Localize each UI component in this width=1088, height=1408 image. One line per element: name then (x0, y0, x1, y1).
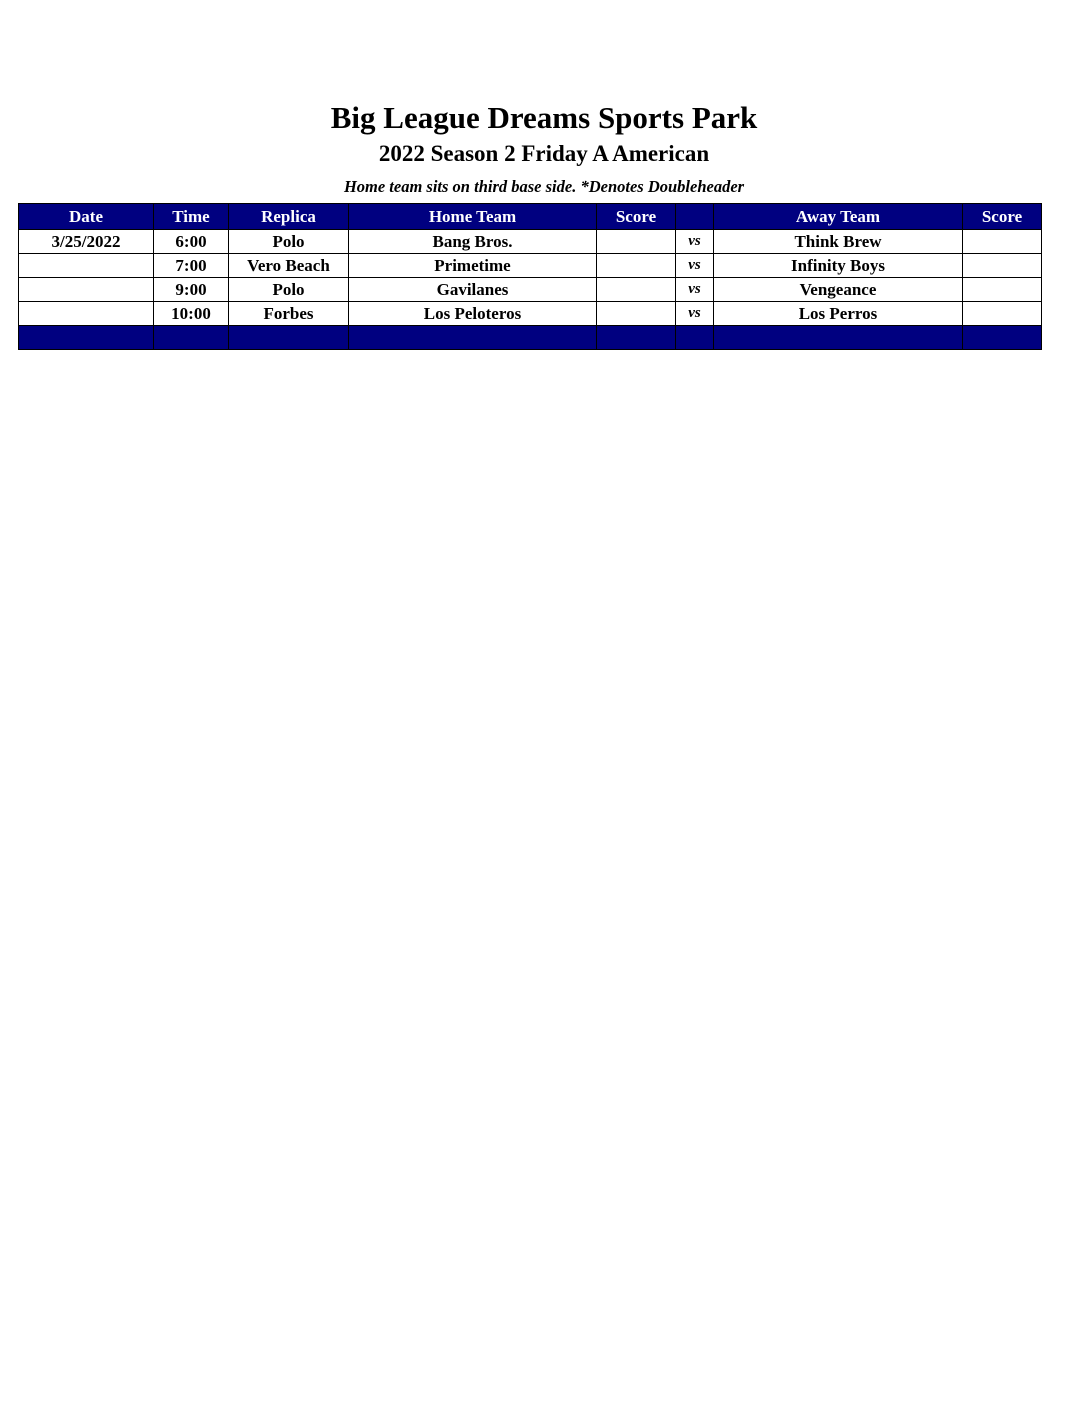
cell-home-score (597, 254, 676, 278)
column-header-time: Time (154, 204, 229, 230)
cell-time: 10:00 (154, 302, 229, 326)
cell-home-team: Primetime (349, 254, 597, 278)
cell-time: 9:00 (154, 278, 229, 302)
cell-home-score (597, 278, 676, 302)
cell-replica: Vero Beach (229, 254, 349, 278)
cell-away-team: Infinity Boys (714, 254, 963, 278)
cell-vs: vs (676, 302, 714, 326)
cell-home-score (597, 230, 676, 254)
footer-cell (19, 326, 154, 350)
cell-home-score (597, 302, 676, 326)
cell-time: 6:00 (154, 230, 229, 254)
table-row (19, 230, 1042, 254)
cell-vs: vs (676, 230, 714, 254)
cell-away-score (963, 278, 1042, 302)
cell-date (19, 278, 154, 302)
cell-away-score (963, 230, 1042, 254)
column-header-date: Date (19, 204, 154, 230)
footer-cell (714, 326, 963, 350)
cell-date (19, 302, 154, 326)
table-row (19, 254, 1042, 278)
table-row (19, 278, 1042, 302)
footer-cell (349, 326, 597, 350)
cell-vs: vs (676, 254, 714, 278)
column-header-home-score: Score (597, 204, 676, 230)
table-footer-row (19, 326, 1042, 350)
column-header-away-team: Away Team (714, 204, 963, 230)
table-header-row (19, 204, 1042, 230)
footer-cell (963, 326, 1042, 350)
cell-vs: vs (676, 278, 714, 302)
cell-away-team: Think Brew (714, 230, 963, 254)
table-row (19, 302, 1042, 326)
footer-cell (676, 326, 714, 350)
cell-away-team: Vengeance (714, 278, 963, 302)
column-header-home-team: Home Team (349, 204, 597, 230)
cell-home-team: Los Peloteros (349, 302, 597, 326)
column-header-away-score: Score (963, 204, 1042, 230)
cell-away-score (963, 254, 1042, 278)
cell-home-team: Gavilanes (349, 278, 597, 302)
cell-replica: Forbes (229, 302, 349, 326)
footer-cell (154, 326, 229, 350)
cell-replica: Polo (229, 230, 349, 254)
schedule-note: Home team sits on third base side. *Denotes Doubleheader (343, 177, 745, 196)
schedule-table (18, 203, 1042, 350)
cell-away-team: Los Perros (714, 302, 963, 326)
page-title: Big League Dreams Sports Park (330, 100, 758, 135)
cell-date (19, 254, 154, 278)
column-header-vs (676, 204, 714, 230)
cell-away-score (963, 302, 1042, 326)
cell-replica: Polo (229, 278, 349, 302)
footer-cell (597, 326, 676, 350)
cell-home-team: Bang Bros. (349, 230, 597, 254)
footer-cell (229, 326, 349, 350)
column-header-replica: Replica (229, 204, 349, 230)
page-subtitle: 2022 Season 2 Friday A American (378, 141, 710, 166)
cell-time: 7:00 (154, 254, 229, 278)
cell-date: 3/25/2022 (19, 230, 154, 254)
